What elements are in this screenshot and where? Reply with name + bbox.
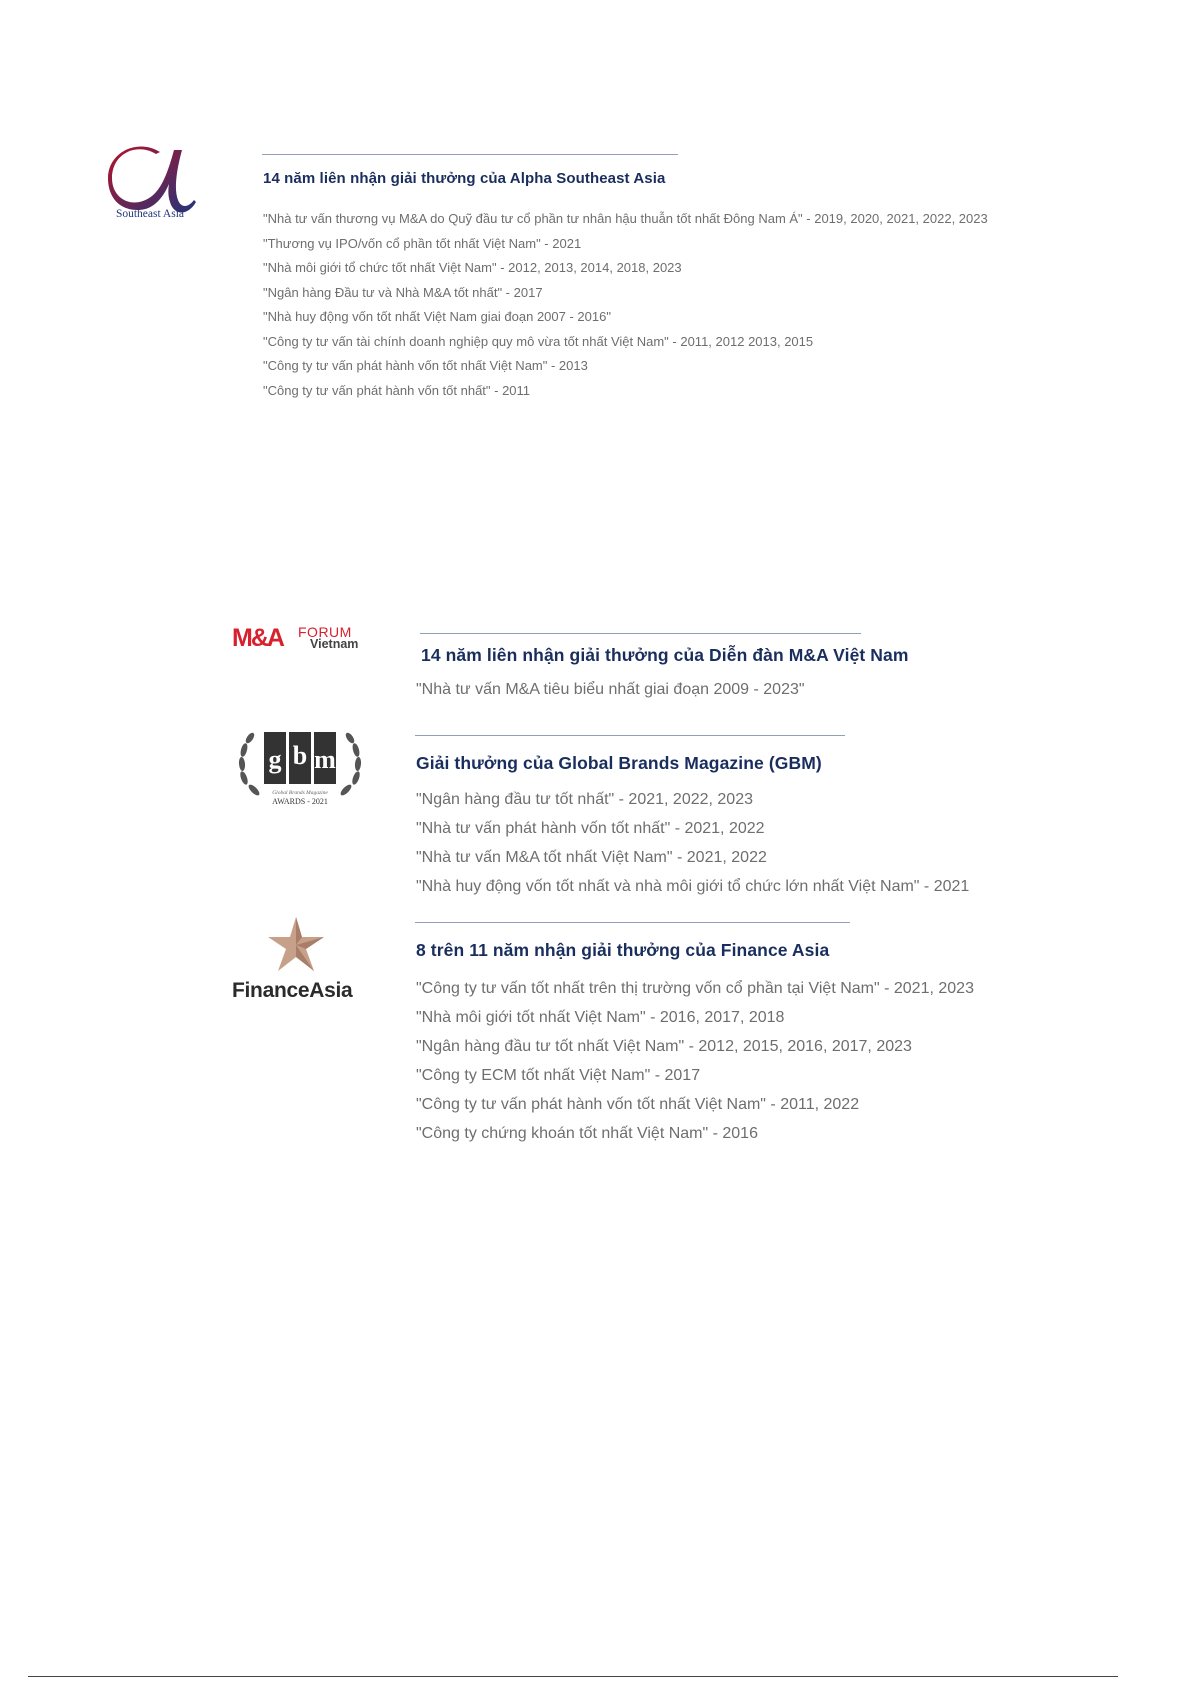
list-item: "Công ty tư vấn phát hành vốn tốt nhất" - 2011 <box>263 382 531 398</box>
list-item: "Thương vụ IPO/vốn cổ phần tốt nhất Việt Nam" - 2021 <box>263 235 582 251</box>
list-item: "Nhà môi giới tốt nhất Việt Nam" - 2016, 2017, 2018 <box>416 1009 785 1026</box>
list-item: "Nhà tư vấn M&A tốt nhất Việt Nam" - 2021, 2022 <box>416 849 767 866</box>
alpha-symbol-icon <box>108 144 204 234</box>
list-item: "Nhà huy động vốn tốt nhất Việt Nam giai đoạn 2007 - 2016" <box>263 309 611 324</box>
gbm-awards-year: AWARDS - 2021 <box>272 797 328 806</box>
ma-word: M&A <box>232 624 283 652</box>
list-item: "Nhà môi giới tổ chức tốt nhất Việt Nam" - 2012, 2013, 2014, 2018, 2023 <box>263 260 682 275</box>
financeasia-award-list <box>416 974 974 1148</box>
list-item: "Ngân hàng Đầu tư và Nhà M&A tốt nhất" - 2017 <box>263 284 543 300</box>
ma-forum-vietnam-logo <box>232 624 374 656</box>
alpha-rule <box>262 154 678 155</box>
gbm-title: Giải thưởng của Global Brands Magazine (GBM) <box>416 753 822 773</box>
alpha-award-list <box>263 207 988 403</box>
gbm-letter-m: m <box>314 745 336 774</box>
list-item: "Công ty tư vấn phát hành vốn tốt nhất Việt Nam" - 2011, 2022 <box>416 1096 860 1113</box>
gbm-rule <box>415 735 845 736</box>
list-item: "Nhà tư vấn phát hành vốn tốt nhất" - 2021, 2022 <box>416 820 765 837</box>
list-item: "Ngân hàng đầu tư tốt nhất" - 2021, 2022, 2023 <box>416 791 753 808</box>
financeasia-word: FinanceAsia <box>232 979 353 1002</box>
list-item: "Công ty tư vấn tốt nhất trên thị trường vốn cổ phần tại Việt Nam" - 2021, 2023 <box>416 980 974 997</box>
list-item: "Ngân hàng đầu tư tốt nhất Việt Nam" - 2012, 2015, 2016, 2017, 2023 <box>416 1038 912 1055</box>
gbm-letter-g: g <box>268 745 282 774</box>
gbm-award-list <box>416 785 969 901</box>
alpha-caption: Southeast Asia <box>115 208 185 220</box>
maforum-award-list <box>416 675 805 704</box>
financeasia-rule <box>415 922 850 923</box>
gbm-script: Global Brands Magazine <box>272 790 328 796</box>
alpha-word: Alpha <box>130 174 154 185</box>
list-item: "Nhà huy động vốn tốt nhất và nhà môi giới tổ chức lớn nhất Việt Nam" - 2021 <box>416 878 970 895</box>
page-bottom-rule <box>28 1676 1118 1677</box>
list-item: "Công ty chứng khoán tốt nhất Việt Nam" - 2016 <box>416 1125 758 1142</box>
laurel-wreath-icon <box>234 728 366 810</box>
gbm-awards-logo <box>234 728 366 810</box>
gbm-letter-b: b <box>292 741 308 770</box>
maforum-rule <box>420 633 861 634</box>
financeasia-logo <box>232 915 364 1007</box>
list-item: "Công ty tư vấn tài chính doanh nghiệp quy mô vừa tốt nhất Việt Nam" - 2011, 2012 2013, 2015 <box>263 333 814 349</box>
list-item: "Công ty ECM tốt nhất Việt Nam" - 2017 <box>416 1067 701 1084</box>
maforum-title: 14 năm liên nhận giải thưởng của Diễn đàn M&A Việt Nam <box>421 645 909 665</box>
list-item: "Công ty tư vấn phát hành vốn tốt nhất Việt Nam" - 2013 <box>263 358 588 373</box>
star-icon <box>232 915 364 977</box>
list-item: "Nhà tư vấn thương vụ M&A do Quỹ đầu tư cổ phần tư nhân hậu thuẫn tốt nhất Đông Nam Á" - 2019, 2020, 2021, 2022, 2023 <box>263 211 988 226</box>
alpha-southeast-asia-logo <box>108 144 204 234</box>
vietnam-word: Vietnam <box>310 637 359 651</box>
list-item: "Nhà tư vấn M&A tiêu biểu nhất giai đoạn 2009 - 2023" <box>416 681 805 698</box>
forum-word: FORUM <box>298 624 352 640</box>
financeasia-title: 8 trên 11 năm nhận giải thưởng của Finance Asia <box>416 940 830 960</box>
alpha-title: 14 năm liên nhận giải thưởng của Alpha Southeast Asia <box>263 170 666 187</box>
